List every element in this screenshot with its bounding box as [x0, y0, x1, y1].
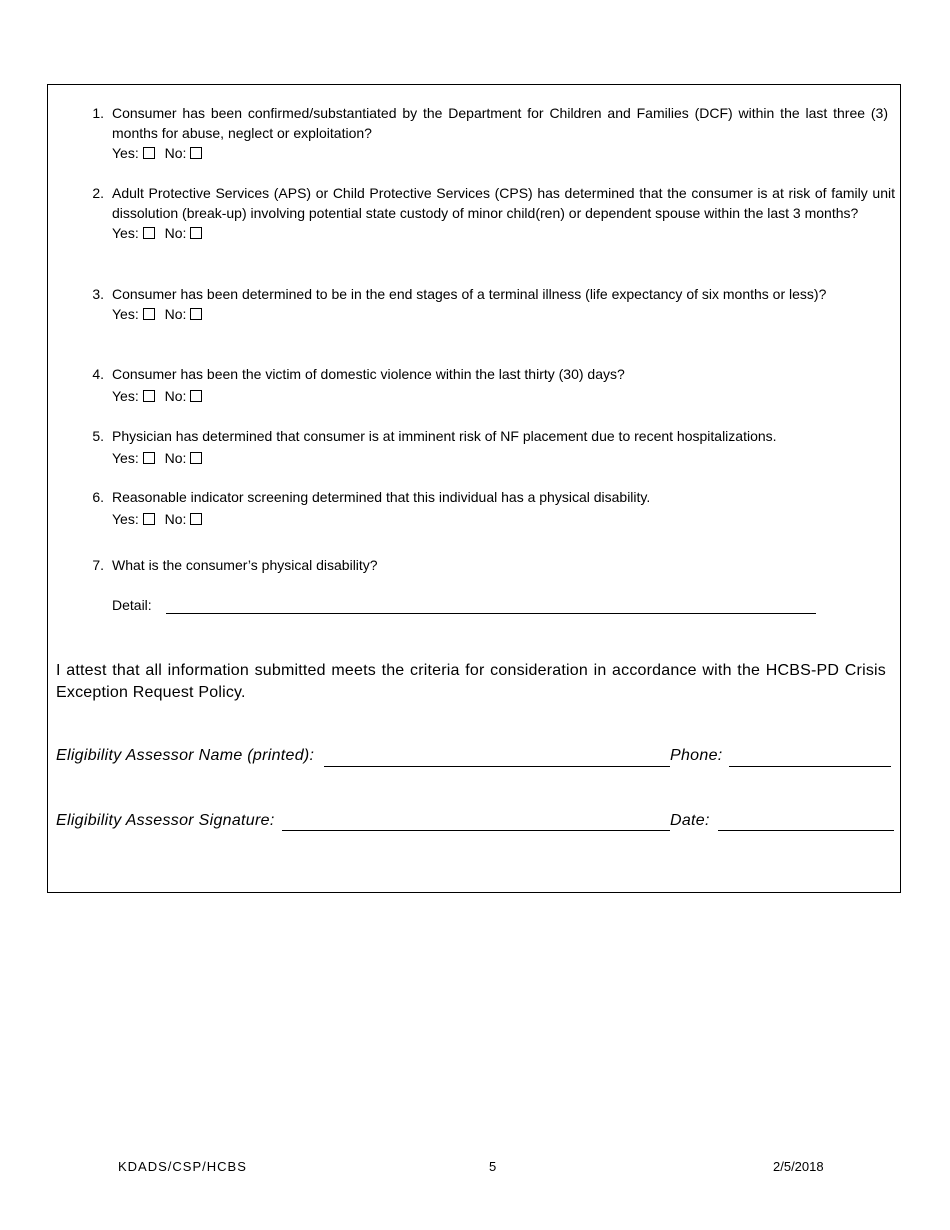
- question-text-body: Physician has determined that consumer is at imminent risk of NF placement due to recent hospitalizations.: [112, 428, 777, 444]
- question-text: [112, 487, 895, 529]
- question-text: [112, 284, 888, 324]
- assessor-signature-line[interactable]: [282, 830, 670, 831]
- no-label: No:: [164, 145, 187, 161]
- no-checkbox[interactable]: [190, 513, 202, 525]
- no-label: No:: [164, 388, 187, 404]
- yes-no-row: [112, 448, 895, 468]
- yes-no-row: [112, 223, 895, 243]
- yes-label: Yes:: [112, 450, 139, 466]
- yes-checkbox[interactable]: [143, 513, 155, 525]
- no-label: No:: [164, 450, 187, 466]
- yes-checkbox[interactable]: [143, 308, 155, 320]
- phone-line[interactable]: [729, 766, 891, 767]
- no-checkbox[interactable]: [190, 147, 202, 159]
- yes-no-row: [112, 143, 888, 163]
- footer-page-number: 5: [489, 1159, 497, 1174]
- no-checkbox[interactable]: [190, 390, 202, 402]
- yes-no-row: [112, 509, 895, 529]
- yes-checkbox[interactable]: [143, 390, 155, 402]
- no-checkbox[interactable]: [190, 308, 202, 320]
- question-text: [112, 364, 895, 406]
- no-label: No:: [164, 511, 187, 527]
- no-checkbox[interactable]: [190, 227, 202, 239]
- footer-agency: KDADS/CSP/HCBS: [118, 1159, 247, 1174]
- phone-label: Phone:: [670, 747, 723, 764]
- yes-no-row: [112, 304, 888, 324]
- question-text: [112, 103, 888, 163]
- date-line[interactable]: [718, 830, 894, 831]
- question-text-body: Consumer has been determined to be in the end stages of a terminal illness (life expectancy of six months or less)?: [112, 286, 827, 302]
- question-text-body: Consumer has been confirmed/substantiated by the Department for Children and Families (DCF) within the last three (3) months for abuse, neglect or exploitation?: [112, 105, 888, 141]
- question-number: 1.: [92, 105, 104, 121]
- footer-date: 2/5/2018: [773, 1159, 824, 1174]
- question-number: 4.: [92, 366, 104, 382]
- question-number: 2.: [92, 185, 104, 201]
- question-text: [112, 183, 895, 243]
- yes-label: Yes:: [112, 388, 139, 404]
- yes-label: Yes:: [112, 511, 139, 527]
- detail-input-line[interactable]: [166, 613, 816, 614]
- assessor-signature-label: Eligibility Assessor Signature:: [56, 812, 275, 829]
- assessor-name-line[interactable]: [324, 766, 670, 767]
- detail-label: Detail:: [112, 597, 152, 613]
- question-text: [112, 426, 895, 468]
- yes-label: Yes:: [112, 306, 139, 322]
- no-label: No:: [164, 306, 187, 322]
- question-number: 3.: [92, 286, 104, 302]
- no-checkbox[interactable]: [190, 452, 202, 464]
- yes-label: Yes:: [112, 225, 139, 241]
- date-label: Date:: [670, 812, 710, 829]
- yes-checkbox[interactable]: [143, 452, 155, 464]
- assessor-name-label: Eligibility Assessor Name (printed):: [56, 747, 315, 764]
- question-number: 6.: [92, 489, 104, 505]
- question-text-body: Reasonable indicator screening determined that this individual has a physical disability.: [112, 489, 651, 505]
- attestation-statement: I attest that all information submitted meets the criteria for consideration in accordance with the HCBS-PD Crisis Exception Request Policy.: [56, 662, 886, 701]
- yes-checkbox[interactable]: [143, 147, 155, 159]
- no-label: No:: [164, 225, 187, 241]
- question-text-body: Adult Protective Services (APS) or Child Protective Services (CPS) has determined that the consumer is at risk of family unit dissolution (break-up) involving potential state custody of minor child(ren) or dependent spouse within the last 3 months?: [112, 185, 895, 221]
- yes-checkbox[interactable]: [143, 227, 155, 239]
- question-number: 5.: [92, 428, 104, 444]
- question-text: What is the consumer’s physical disability?: [112, 557, 378, 573]
- yes-no-row: [112, 386, 895, 406]
- question-number: 7.: [92, 557, 104, 573]
- yes-label: Yes:: [112, 145, 139, 161]
- question-text-body: Consumer has been the victim of domestic violence within the last thirty (30) days?: [112, 366, 625, 382]
- crisis-exception-form: [47, 84, 901, 893]
